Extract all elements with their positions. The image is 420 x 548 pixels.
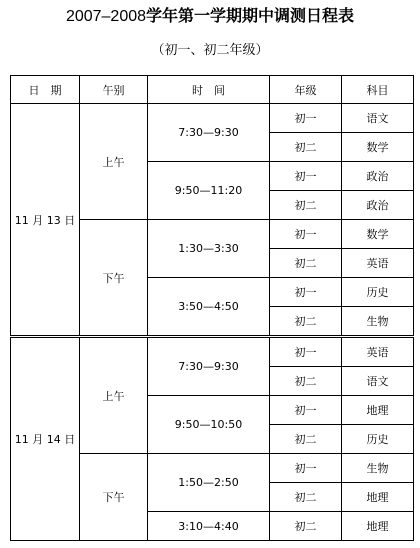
subject-cell: 语文 [342, 104, 414, 133]
grade-cell: 初一 [270, 278, 342, 307]
date-cell: 11 月 13 日 [11, 104, 80, 337]
header-time: 时 间 [148, 76, 270, 104]
subject-cell: 政治 [342, 162, 414, 191]
day-group [11, 104, 414, 337]
subject-cell: 地理 [342, 396, 414, 425]
subject-cell: 历史 [342, 425, 414, 454]
time-cell: 1:50—2:50 [148, 454, 270, 512]
grade-cell: 初二 [270, 512, 342, 541]
grade-cell: 初二 [270, 133, 342, 162]
period-cell: 下午 [80, 454, 148, 541]
subject-cell: 英语 [342, 249, 414, 278]
subject-cell: 数学 [342, 220, 414, 249]
subject-cell: 地理 [342, 512, 414, 541]
time-cell: 1:30—3:30 [148, 220, 270, 278]
header-grade: 年级 [270, 76, 342, 104]
title-year: 2007–2008 [65, 8, 147, 25]
grade-cell: 初一 [270, 337, 342, 367]
header-subject: 科目 [342, 76, 414, 104]
time-cell: 3:10—4:40 [148, 512, 270, 541]
table-row [11, 337, 414, 367]
subject-cell: 语文 [342, 367, 414, 396]
schedule-table [10, 75, 414, 541]
grade-cell: 初一 [270, 454, 342, 483]
subject-cell: 生物 [342, 307, 414, 337]
time-cell: 7:30—9:30 [148, 337, 270, 396]
time-cell: 7:30—9:30 [148, 104, 270, 162]
grade-cell: 初一 [270, 104, 342, 133]
subject-cell: 地理 [342, 483, 414, 512]
period-cell: 下午 [80, 220, 148, 337]
subject-cell: 政治 [342, 191, 414, 220]
grade-cell: 初二 [270, 367, 342, 396]
date-cell: 11 月 14 日 [11, 337, 80, 541]
grade-cell: 初二 [270, 425, 342, 454]
subject-cell: 历史 [342, 278, 414, 307]
title-text: 学年第一学期期中调测日程表 [146, 6, 355, 25]
table-row [11, 104, 414, 133]
time-cell: 9:50—10:50 [148, 396, 270, 454]
grade-cell: 初二 [270, 249, 342, 278]
period-cell: 上午 [80, 337, 148, 454]
subject-cell: 生物 [342, 454, 414, 483]
header-row [11, 76, 414, 104]
header-period: 午别 [80, 76, 148, 104]
header-date: 日 期 [11, 76, 80, 104]
page-title [0, 6, 420, 27]
time-cell: 3:50—4:50 [148, 278, 270, 337]
grade-cell: 初一 [270, 162, 342, 191]
grade-cell: 初一 [270, 220, 342, 249]
grade-cell: 初二 [270, 191, 342, 220]
grade-cell: 初二 [270, 483, 342, 512]
day-group [11, 337, 414, 541]
period-cell: 上午 [80, 104, 148, 220]
subject-cell: 数学 [342, 133, 414, 162]
grade-cell: 初二 [270, 307, 342, 337]
grade-cell: 初一 [270, 396, 342, 425]
page-subtitle: （初一、初二年级） [151, 43, 269, 58]
subject-cell: 英语 [342, 337, 414, 367]
time-cell: 9:50—11:20 [148, 162, 270, 220]
